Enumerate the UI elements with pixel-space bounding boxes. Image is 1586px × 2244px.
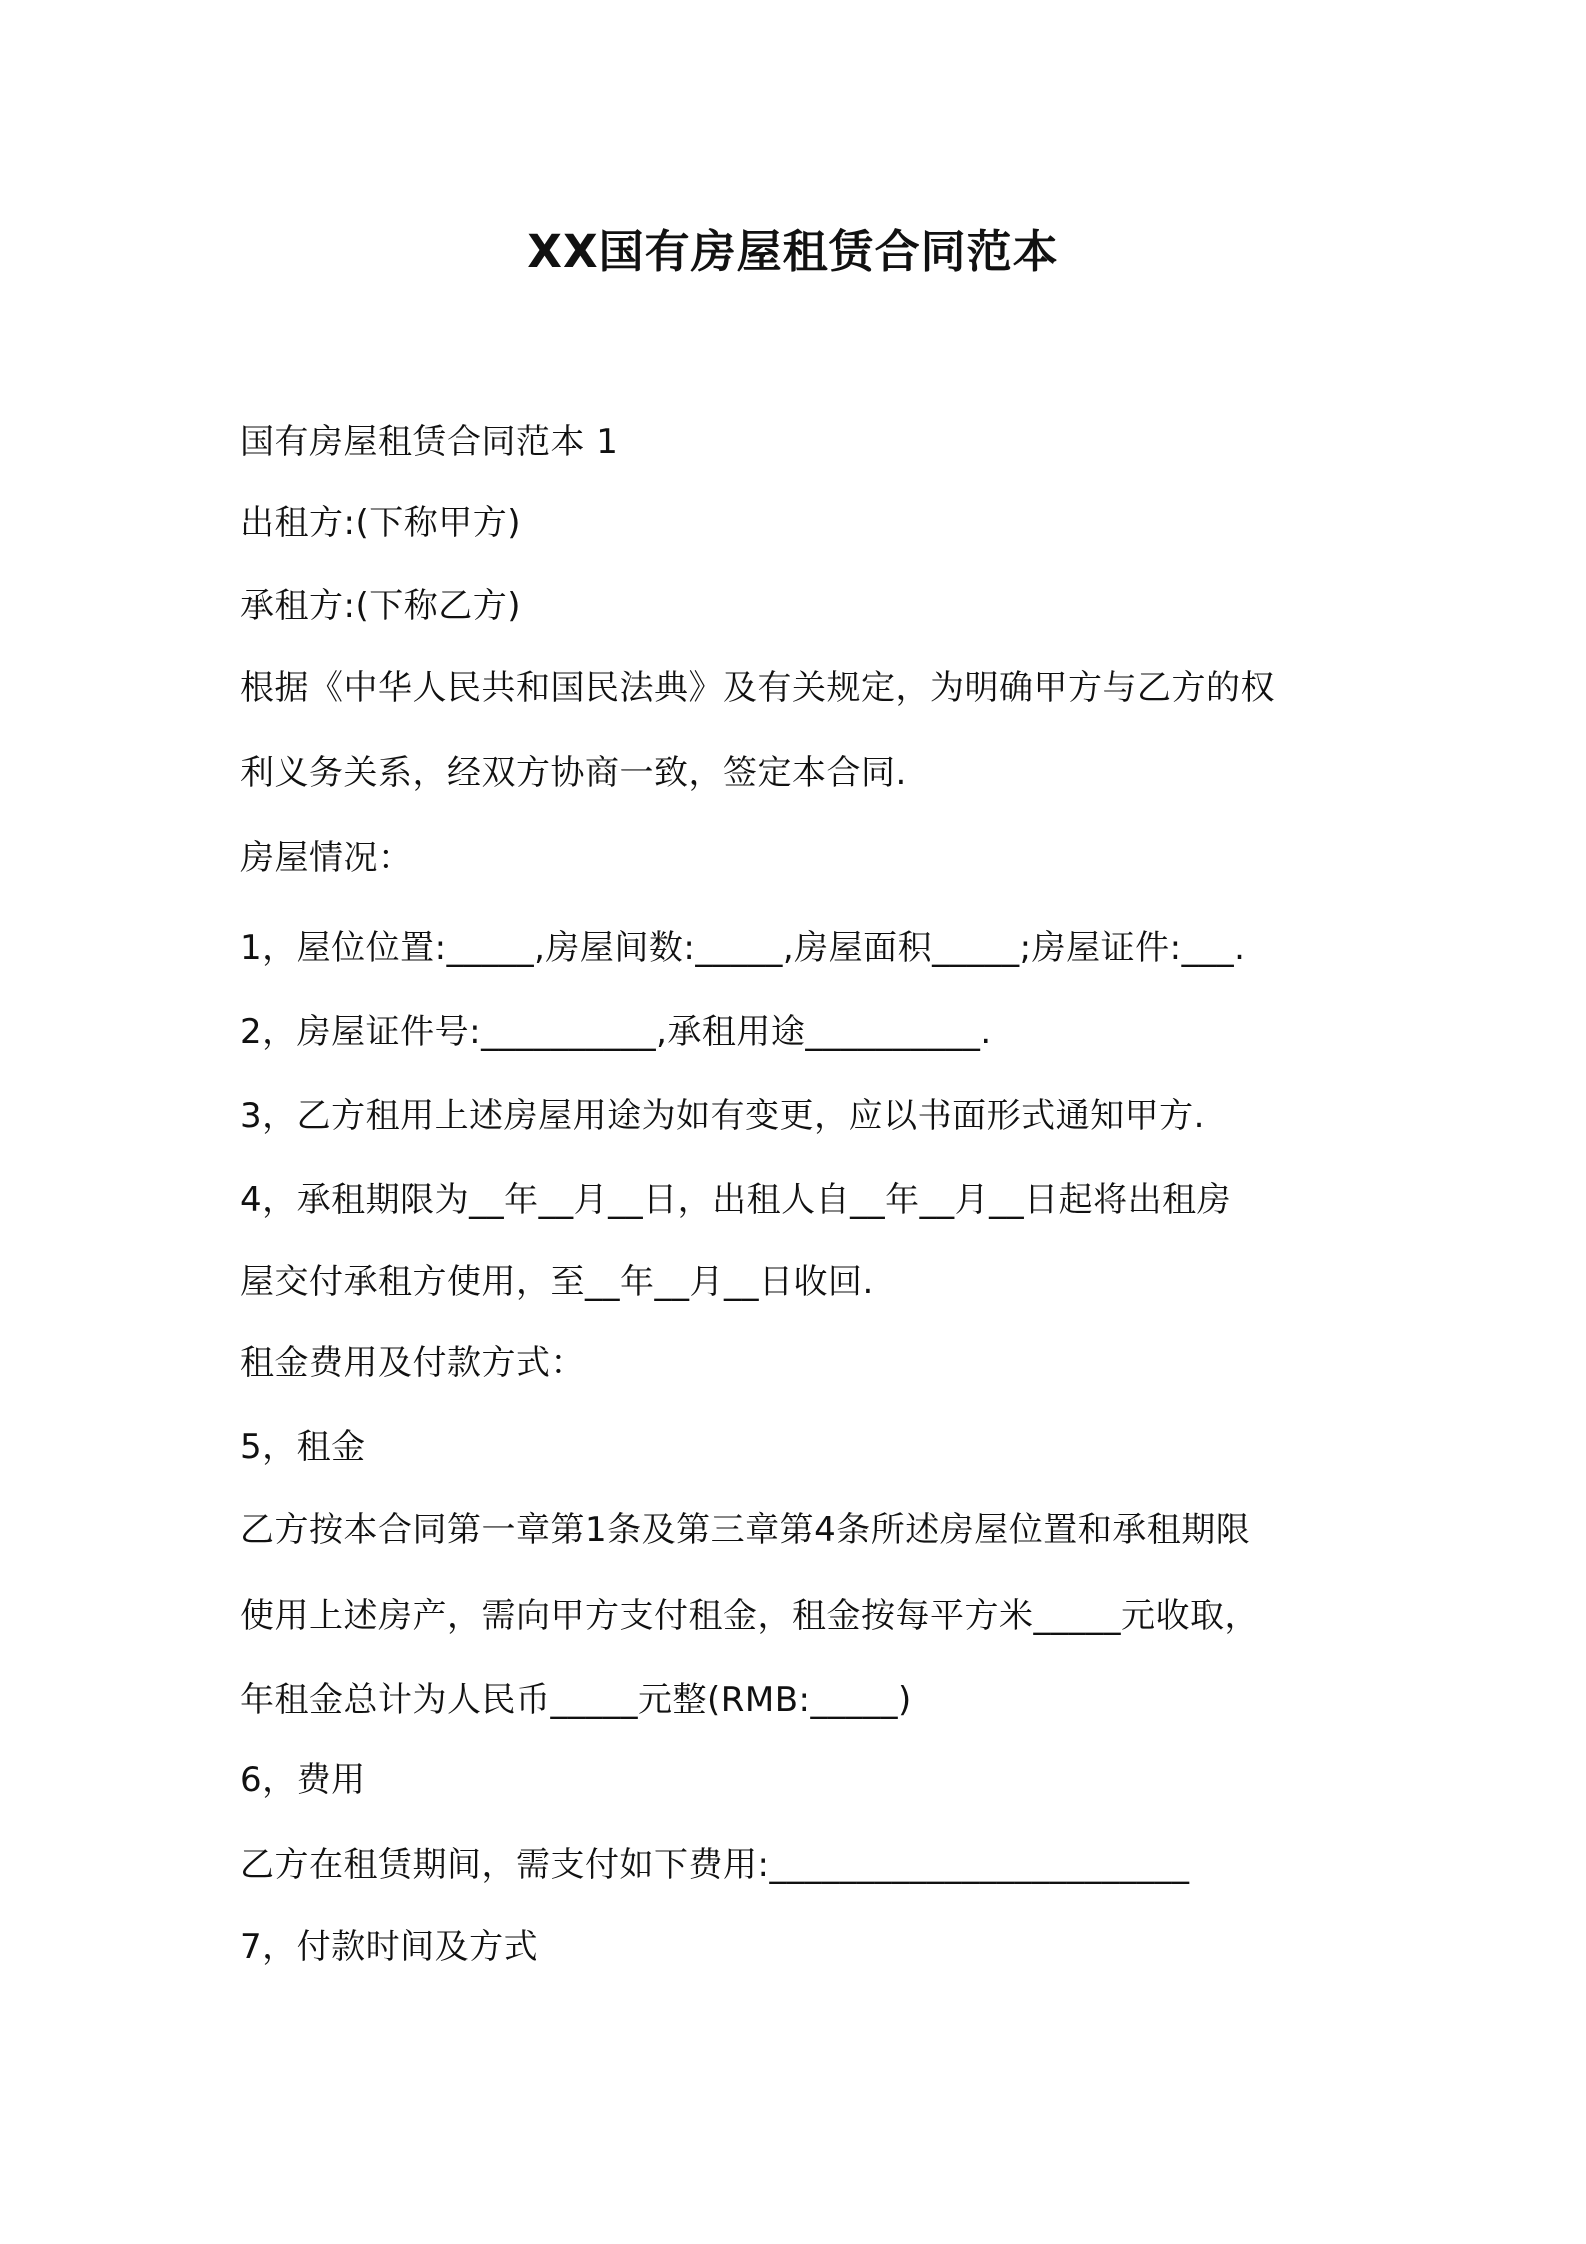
clause-6-line-1: 乙方在租赁期间，需支付如下费用:________________________ <box>240 1845 1190 1885</box>
section-heading-1: 国有房屋租赁合同范本 1 <box>240 422 619 462</box>
clause-7-heading: 7，付款时间及方式 <box>240 1927 539 1967</box>
clause-3: 3，乙方租用上述房屋用途为如有变更，应以书面形式通知甲方. <box>240 1096 1205 1136</box>
preamble-line-1: 根据《中华人民共和国民法典》及有关规定，为明确甲方与乙方的权 <box>240 668 1275 708</box>
clause-4-line-1: 4，承租期限为__年__月__日，出租人自__年__月__日起将出租房 <box>240 1180 1232 1220</box>
clause-5-heading: 5，租金 <box>240 1427 366 1467</box>
clause-5-line-1: 乙方按本合同第一章第1条及第三章第4条所述房屋位置和承租期限 <box>240 1510 1251 1550</box>
document-title: XX国有房屋租赁合同范本 <box>527 225 1059 278</box>
clause-5-line-3: 年租金总计为人民币_____元整(RMB:_____) <box>240 1680 912 1720</box>
rent-heading: 租金费用及付款方式： <box>240 1343 585 1383</box>
preamble-line-2: 利义务关系，经双方协商一致，签定本合同. <box>240 753 907 793</box>
lessee-line: 承租方:(下称乙方) <box>240 586 521 626</box>
lessor-line: 出租方:(下称甲方) <box>240 503 521 543</box>
clause-1: 1，屋位位置:_____,房屋间数:_____,房屋面积_____;房屋证件:___. <box>240 928 1246 968</box>
property-heading: 房屋情况： <box>240 838 413 878</box>
clause-2: 2，房屋证件号:__________,承租用途__________. <box>240 1012 992 1052</box>
clause-4-line-2: 屋交付承租方使用，至__年__月__日收回. <box>240 1262 874 1302</box>
clause-5-line-2: 使用上述房产，需向甲方支付租金，租金按每平方米_____元收取， <box>240 1596 1259 1636</box>
clause-6-heading: 6，费用 <box>240 1760 366 1800</box>
